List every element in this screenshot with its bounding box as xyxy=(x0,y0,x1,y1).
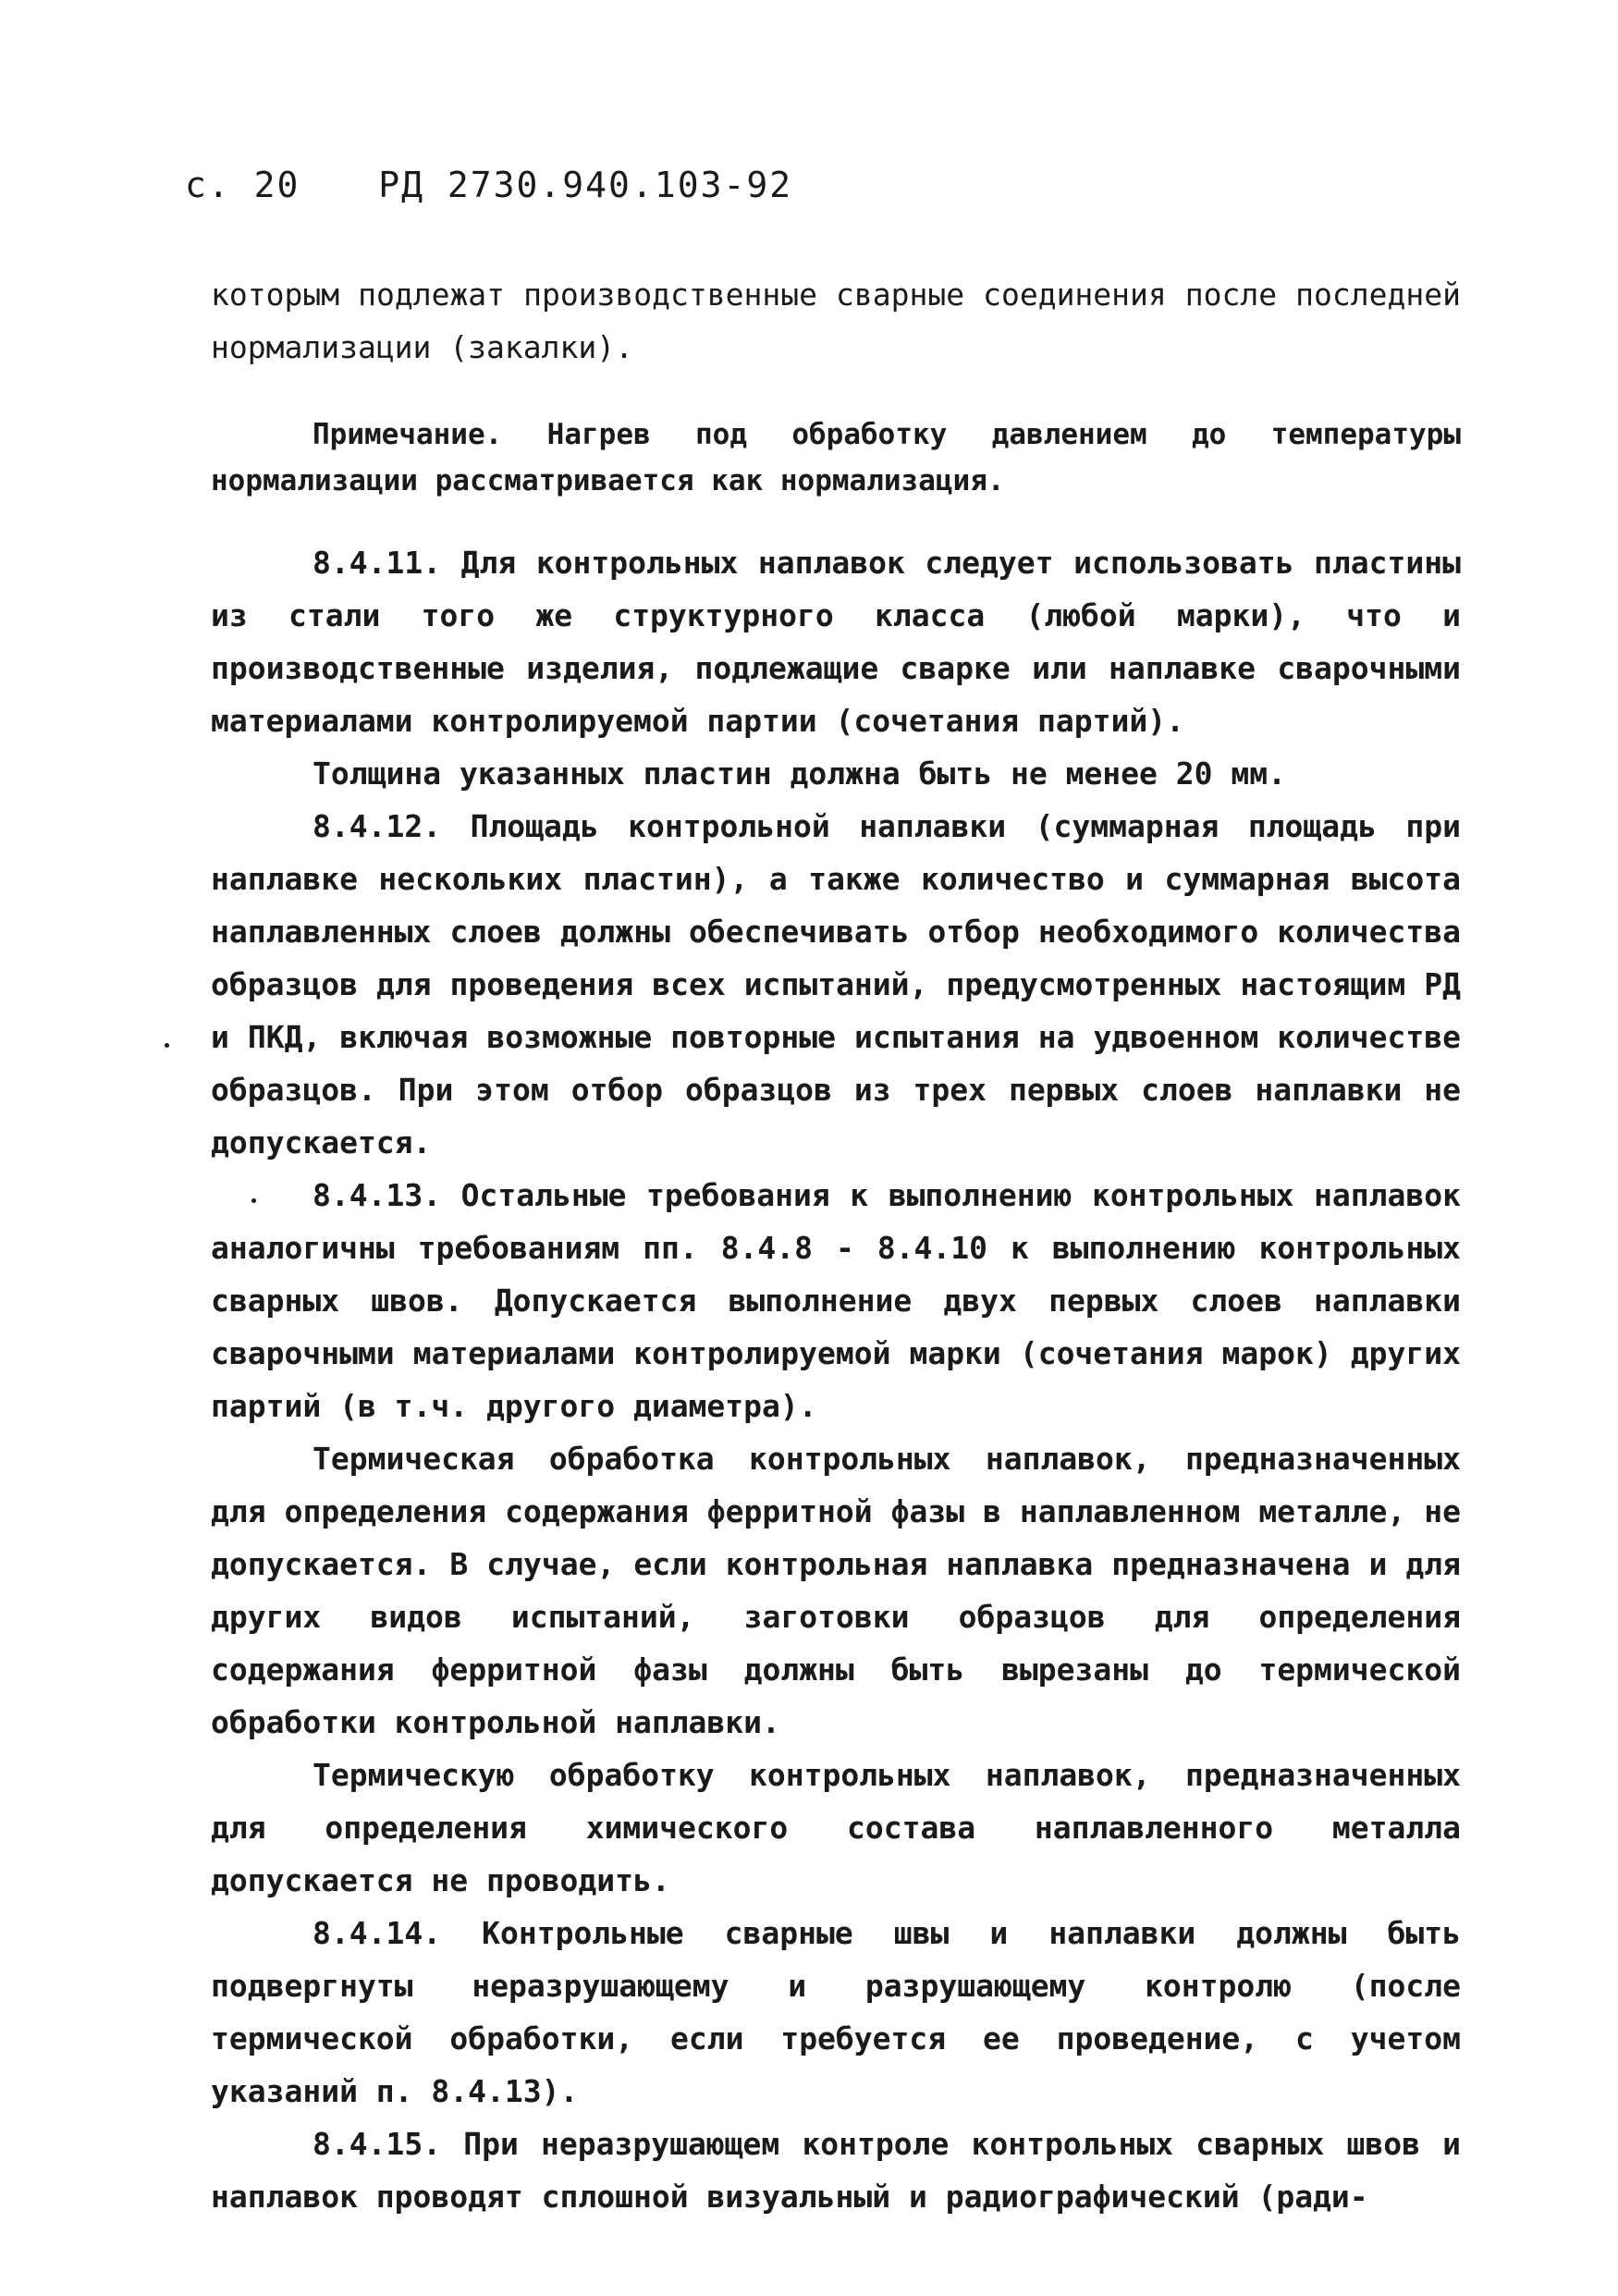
paragraph-8-4-15: 8.4.15. При неразрушающем контроле контрольных сварных швов и наплавок проводят сплошной визуальный и радиографический (ради- xyxy=(211,2126,1461,2215)
paragraph-8-4-12: 8.4.12. Площадь контрольной наплавки (суммарная площадь при наплавке нескольких пластин), а также количество и суммарная высота наплавленных слоев должны обеспечивать отбор необходимого количества образцов для проведения всех испытаний, предусмотренных настоящим РД и ПКД, включая возможные повторные испытания на удвоенном количестве образцов. При этом отбор образцов из трех первых слоев наплавки не допускается. xyxy=(211,808,1461,1160)
paragraph-8-4-14: 8.4.14. Контрольные сварные швы и наплавки должны быть подвергнуты неразрушающему и разрушающему контролю (после термической обработки, если требуется ее проведение, с учетом указаний п. 8.4.13). xyxy=(211,1915,1461,2109)
intro-text: которым подлежат производственные сварные соединения после последней нормализации (закалки). xyxy=(211,276,1461,365)
page-header xyxy=(185,165,792,205)
note-text: Примечание. Нагрев под обработку давлением до температуры нормализации рассматривается как нормализация. xyxy=(211,418,1461,497)
paragraph-thickness: Толщина указанных пластин должна быть не менее 20 мм. xyxy=(313,755,1286,792)
document-code: РД 2730.940.103-92 xyxy=(378,165,793,205)
margin-mark xyxy=(251,1198,256,1203)
paragraph-8-4-13: 8.4.13. Остальные требования к выполнению контрольных наплавок аналогичны требованиям пп. 8.4.8 - 8.4.10 к выполнению контрольных сварных швов. Допускается выполнение двух первых слоев наплавки сварочными материалами контролируемой марки (сочетания марок) других партий (в т.ч. другого диаметра). xyxy=(211,1177,1461,1424)
paragraph-8-4-11: 8.4.11. Для контрольных наплавок следует использовать пластины из стали того же структурного класса (любой марки), что и производственные изделия, подлежащие сварке или наплавке сварочными материалами контролируемой партии (сочетания партий). xyxy=(211,545,1461,739)
margin-mark xyxy=(165,1043,169,1048)
page-number: с. 20 xyxy=(185,165,300,205)
note-block xyxy=(211,411,1461,504)
intro-paragraph xyxy=(211,268,1461,374)
paragraph-heat-treatment: Термическая обработка контрольных наплавок, предназначенных для определения содержания ферритной фазы в наплавленном металле, не допускается. В случае, если контрольная наплавка предназначена и для других видов испытаний, заготовки образцов для определения содержания ферритной фазы должны быть вырезаны до термической обработки контрольной наплавки. xyxy=(211,1441,1461,1740)
main-text xyxy=(211,536,1461,2223)
paragraph-heat-treatment-chemical: Термическую обработку контрольных наплавок, предназначенных для определения химического состава наплавленного металла допускается не проводить. xyxy=(211,1757,1461,1898)
